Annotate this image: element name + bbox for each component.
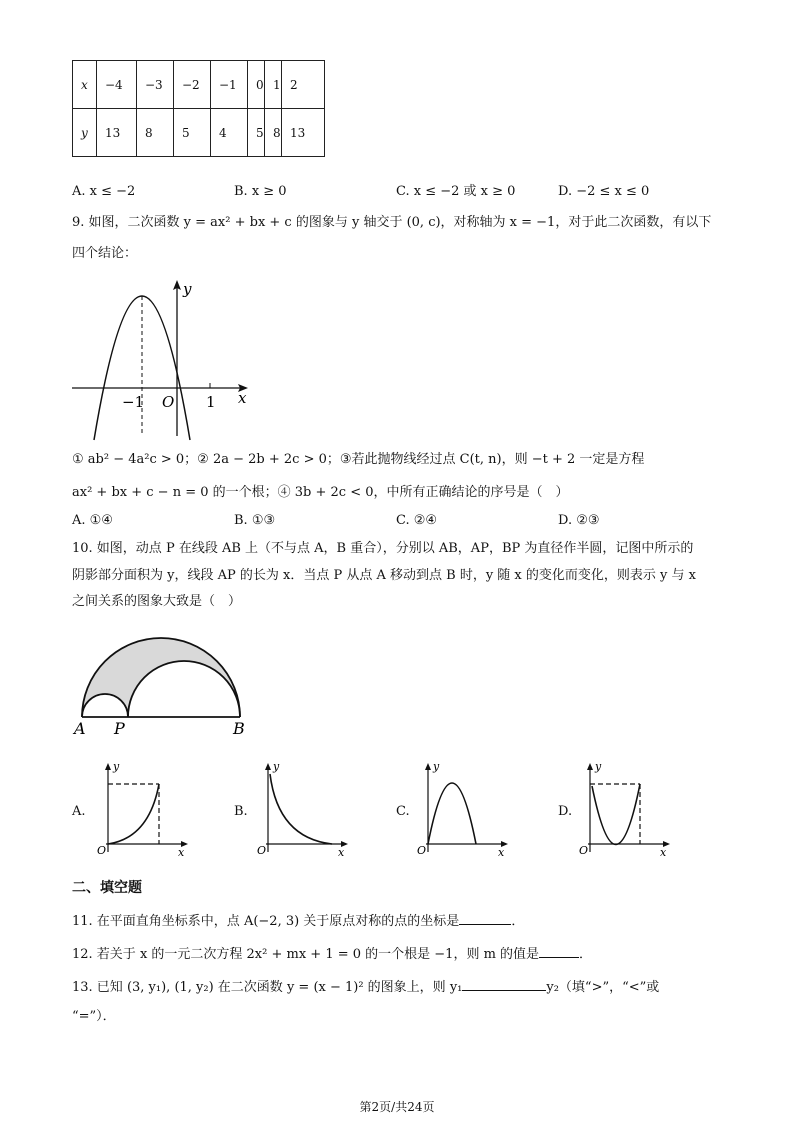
one-label: 1	[206, 393, 216, 411]
x-cell: −4	[97, 61, 137, 109]
y-cell: 4	[211, 109, 248, 157]
y-label: y	[433, 760, 440, 773]
table-row-y	[73, 109, 325, 157]
q8-option-b: B. x ≥ 0	[234, 184, 287, 199]
page-number: 第2页/共24页	[359, 1100, 435, 1114]
q12-answer-blank[interactable]	[539, 945, 579, 958]
q11-answer-blank[interactable]	[459, 912, 511, 925]
y-label: y	[113, 760, 120, 773]
y-label: y	[73, 109, 97, 157]
origin-label: O	[579, 844, 589, 857]
shaded-region	[82, 638, 240, 717]
y-cell: 8	[137, 109, 174, 157]
curve	[270, 774, 332, 844]
origin-label: O	[162, 393, 175, 411]
q9-stem-line1: 9. 如图，二次函数 y = ax² + bx + c 的图象与 y 轴交于 (0, c)，对称轴为 x = −1，对于此二次函数，有以下	[72, 215, 712, 230]
q9-option-c: C. ②④	[396, 513, 438, 528]
y-cell: 5	[248, 109, 265, 157]
y-axis-arrow-icon	[587, 763, 593, 770]
q12-end: ．	[579, 947, 593, 962]
q8-option-a: A. x ≤ −2	[72, 184, 136, 199]
q9-option-d: D. ②③	[558, 513, 600, 528]
q10-option-d-graph	[576, 758, 676, 858]
y-cell: 13	[282, 109, 325, 157]
point-a-label: A	[74, 719, 86, 738]
x-axis-label: x	[238, 389, 247, 407]
q10-stem-line1: 10. 如图，动点 P 在线段 AB 上（不与点 A，B 重合），分别以 AB，AP，BP 为直径作半圆，记图中所示的	[72, 541, 694, 556]
origin-label: O	[97, 844, 107, 857]
x-cell: 2	[282, 61, 325, 109]
x-cell: −1	[211, 61, 248, 109]
q10-option-c-label: C.	[396, 804, 410, 819]
y-label: y	[273, 760, 280, 773]
y-cell: 5	[174, 109, 211, 157]
curve	[592, 784, 640, 845]
q11-end: ．	[511, 914, 525, 929]
x-cell: −3	[137, 61, 174, 109]
q8-option-c: C. x ≤ −2 或 x ≥ 0	[396, 184, 516, 199]
q12-line	[72, 945, 592, 964]
y-axis-arrow-icon	[265, 763, 271, 770]
x-label: x	[338, 846, 345, 858]
minus-one-label: −1	[122, 393, 145, 411]
q10-stem-line3: 之间关系的图象大致是（ ）	[72, 594, 242, 609]
q10-option-a-label: A.	[72, 804, 86, 819]
y-cell: 13	[97, 109, 137, 157]
x-cell: 0	[248, 61, 265, 109]
y-axis-label: y	[183, 280, 192, 298]
x-label: x	[178, 846, 185, 858]
y-label: y	[595, 760, 602, 773]
section-title: 二、填空题	[72, 880, 142, 896]
x-label: x	[73, 61, 97, 109]
x-label: x	[660, 846, 667, 858]
y-cell: 8	[265, 109, 282, 157]
q13-line2: “=”）．	[72, 1009, 116, 1024]
x-cell: 1	[265, 61, 282, 109]
curve	[428, 783, 476, 844]
q10-stem-line2: 阴影部分面积为 y，线段 AP 的长为 x．当点 P 从点 A 移动到点 B 时，y 随 x 的变化而变化，则表示 y 与 x	[72, 568, 696, 583]
q10-semicircle-figure	[70, 635, 255, 740]
q11-text: 11. 在平面直角坐标系中，点 A(−2, 3) 关于原点对称的点的坐标是	[72, 914, 460, 929]
q10-option-c-graph	[414, 758, 514, 858]
q13-text-after: y₂（填“>”，“<”或	[546, 980, 660, 995]
q10-option-d-label: D.	[558, 804, 573, 819]
q10-option-b-label: B.	[234, 804, 248, 819]
q13-answer-blank[interactable]	[462, 978, 546, 991]
origin-label: O	[257, 844, 267, 857]
y-axis-arrow-icon	[105, 763, 111, 770]
q9-parabola-figure	[60, 270, 260, 442]
origin-label: O	[417, 844, 427, 857]
q9-option-b: B. ①③	[234, 513, 276, 528]
q8-option-d: D. −2 ≤ x ≤ 0	[558, 184, 650, 199]
x-cell: −2	[174, 61, 211, 109]
y-axis-arrow-icon	[425, 763, 431, 770]
q10-option-b-graph	[254, 758, 354, 858]
point-p-label: P	[114, 719, 125, 738]
point-b-label: B	[233, 719, 245, 738]
q9-stem-line2: 四个结论：	[72, 246, 138, 261]
x-label: x	[498, 846, 505, 858]
q11-line	[72, 912, 524, 931]
table-row-x	[73, 61, 325, 109]
curve	[108, 784, 159, 844]
q9-option-a: A. ①④	[72, 513, 113, 528]
q9-conditions-line2: ax² + bx + c − n = 0 的一个根；④ 3b + 2c < 0，中所有正确结论的序号是（ ）	[72, 485, 569, 500]
q10-option-a-graph	[94, 758, 194, 858]
q13-line1	[72, 978, 659, 997]
q9-conditions-line1: ① ab² − 4a²c > 0；② 2a − 2b + 2c > 0；③若此抛物线经过点 C(t, n)，则 −t + 2 一定是方程	[72, 452, 645, 467]
q8-value-table	[72, 60, 325, 157]
q13-text: 13. 已知 (3, y₁), (1, y₂) 在二次函数 y = (x − 1)² 的图象上，则 y₁	[72, 980, 463, 995]
q12-text: 12. 若关于 x 的一元二次方程 2x² + mx + 1 = 0 的一个根是 −1，则 m 的值是	[72, 947, 540, 962]
